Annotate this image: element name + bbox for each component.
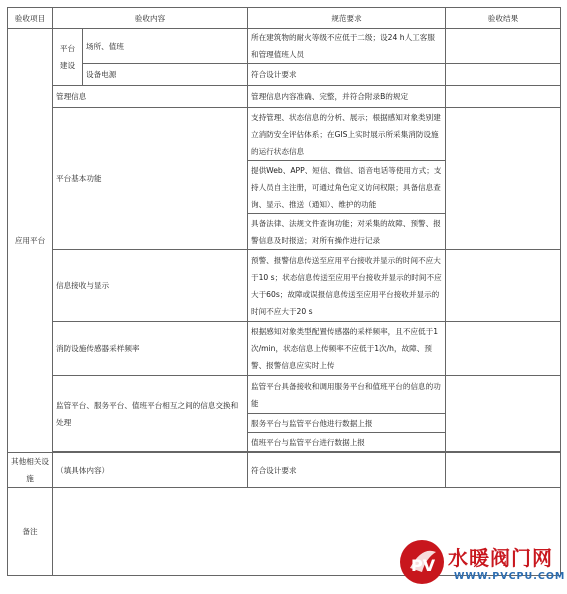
info-mgmt-requirement: 管理信息内容准确、完整，并符合附录B的规定 <box>248 86 446 108</box>
app-platform-label: 应用平台 <box>8 29 53 453</box>
site-requirement: 所在建筑物的耐火等级不应低于二级；设24 h人工客服和管理值班人员 <box>248 29 446 64</box>
basic-functions-req-2: 提供Web、APP、短信、微信、语音电话等使用方式；支持人员自主注册，可通过角色定义访问权限；具备信息查询、显示、推送（通知）、维护的功能 <box>248 161 446 214</box>
exchange-req-1: 监管平台具备接收和调用服务平台和值班平台的信息的功能 <box>248 376 446 414</box>
info-receive-requirement: 预警、报警信息传送至应用平台接收并显示的时间不应大于10 s；状态信息传送至应用平台接收并显示的时间不应大于60s；故障或误报信息传送至应用平台接收并显示的时间不应大于20 s <box>248 250 446 322</box>
table-row <box>8 453 561 488</box>
result-cell[interactable] <box>446 322 561 376</box>
power-requirement: 符合设计要求 <box>248 64 446 86</box>
exchange-req-2: 服务平台与监管平台他进行数据上报 <box>248 414 446 433</box>
basic-functions-content: 平台基本功能 <box>53 108 248 250</box>
remark-label: 备注 <box>8 488 53 576</box>
exchange-req-3: 值班平台与监管平台进行数据上报 <box>248 433 446 452</box>
info-mgmt-content: 管理信息 <box>53 86 248 108</box>
result-cell[interactable] <box>446 376 561 452</box>
watermark-title: 水暖阀门网 <box>448 546 553 570</box>
table-row <box>8 29 561 64</box>
table-row <box>8 64 561 86</box>
site-content: 场所、值班 <box>83 29 248 64</box>
svg-text:PV: PV <box>411 556 436 575</box>
watermark <box>398 538 564 592</box>
header-content: 验收内容 <box>53 8 248 29</box>
result-cell[interactable] <box>446 250 561 322</box>
other-label: 其他相关设施 <box>8 453 53 488</box>
basic-functions-req-3: 具备法律、法规文件查询功能；对采集的故障、预警、报警信息及时报送；对所有操作进行记录 <box>248 214 446 250</box>
result-cell[interactable] <box>446 86 561 108</box>
other-content: （填具体内容） <box>53 453 248 488</box>
pvcpu-logo-icon <box>398 538 446 586</box>
sensor-freq-requirement: 根据感知对象类型配置传感器的采样频率，且不应低于1次/min，状态信息上传频率不应低于1次/h，故障、预警、报警信息应实时上传 <box>248 322 446 376</box>
exchange-content: 监管平台、服务平台、值班平台相互之间的信息交换和处理 <box>53 376 248 452</box>
table-row <box>8 376 561 414</box>
header-result: 验收结果 <box>446 8 561 29</box>
basic-functions-req-1: 支持管理、状态信息的分析、展示；根据感知对象类别建立消防安全评估体系；在GIS上实时展示所采集消防设施的运行状态信息 <box>248 108 446 161</box>
sensor-freq-content: 消防设施传感器采样频率 <box>53 322 248 376</box>
watermark-url: WWW.PVCPU.COM <box>454 571 566 582</box>
other-requirement: 符合设计要求 <box>248 453 446 488</box>
power-content: 设备电源 <box>83 64 248 86</box>
result-cell[interactable] <box>446 64 561 86</box>
result-cell[interactable] <box>446 29 561 64</box>
platform-build-label: 平台 建设 <box>53 29 83 86</box>
table-row <box>8 86 561 108</box>
header-requirement: 规范要求 <box>248 8 446 29</box>
header-item: 验收项目 <box>8 8 53 29</box>
table-row <box>8 250 561 322</box>
acceptance-table <box>7 7 561 576</box>
result-cell[interactable] <box>446 453 561 488</box>
table-row <box>8 322 561 376</box>
table-row <box>8 108 561 161</box>
result-cell[interactable] <box>446 108 561 250</box>
info-receive-content: 信息接收与显示 <box>53 250 248 322</box>
header-row <box>8 8 561 29</box>
